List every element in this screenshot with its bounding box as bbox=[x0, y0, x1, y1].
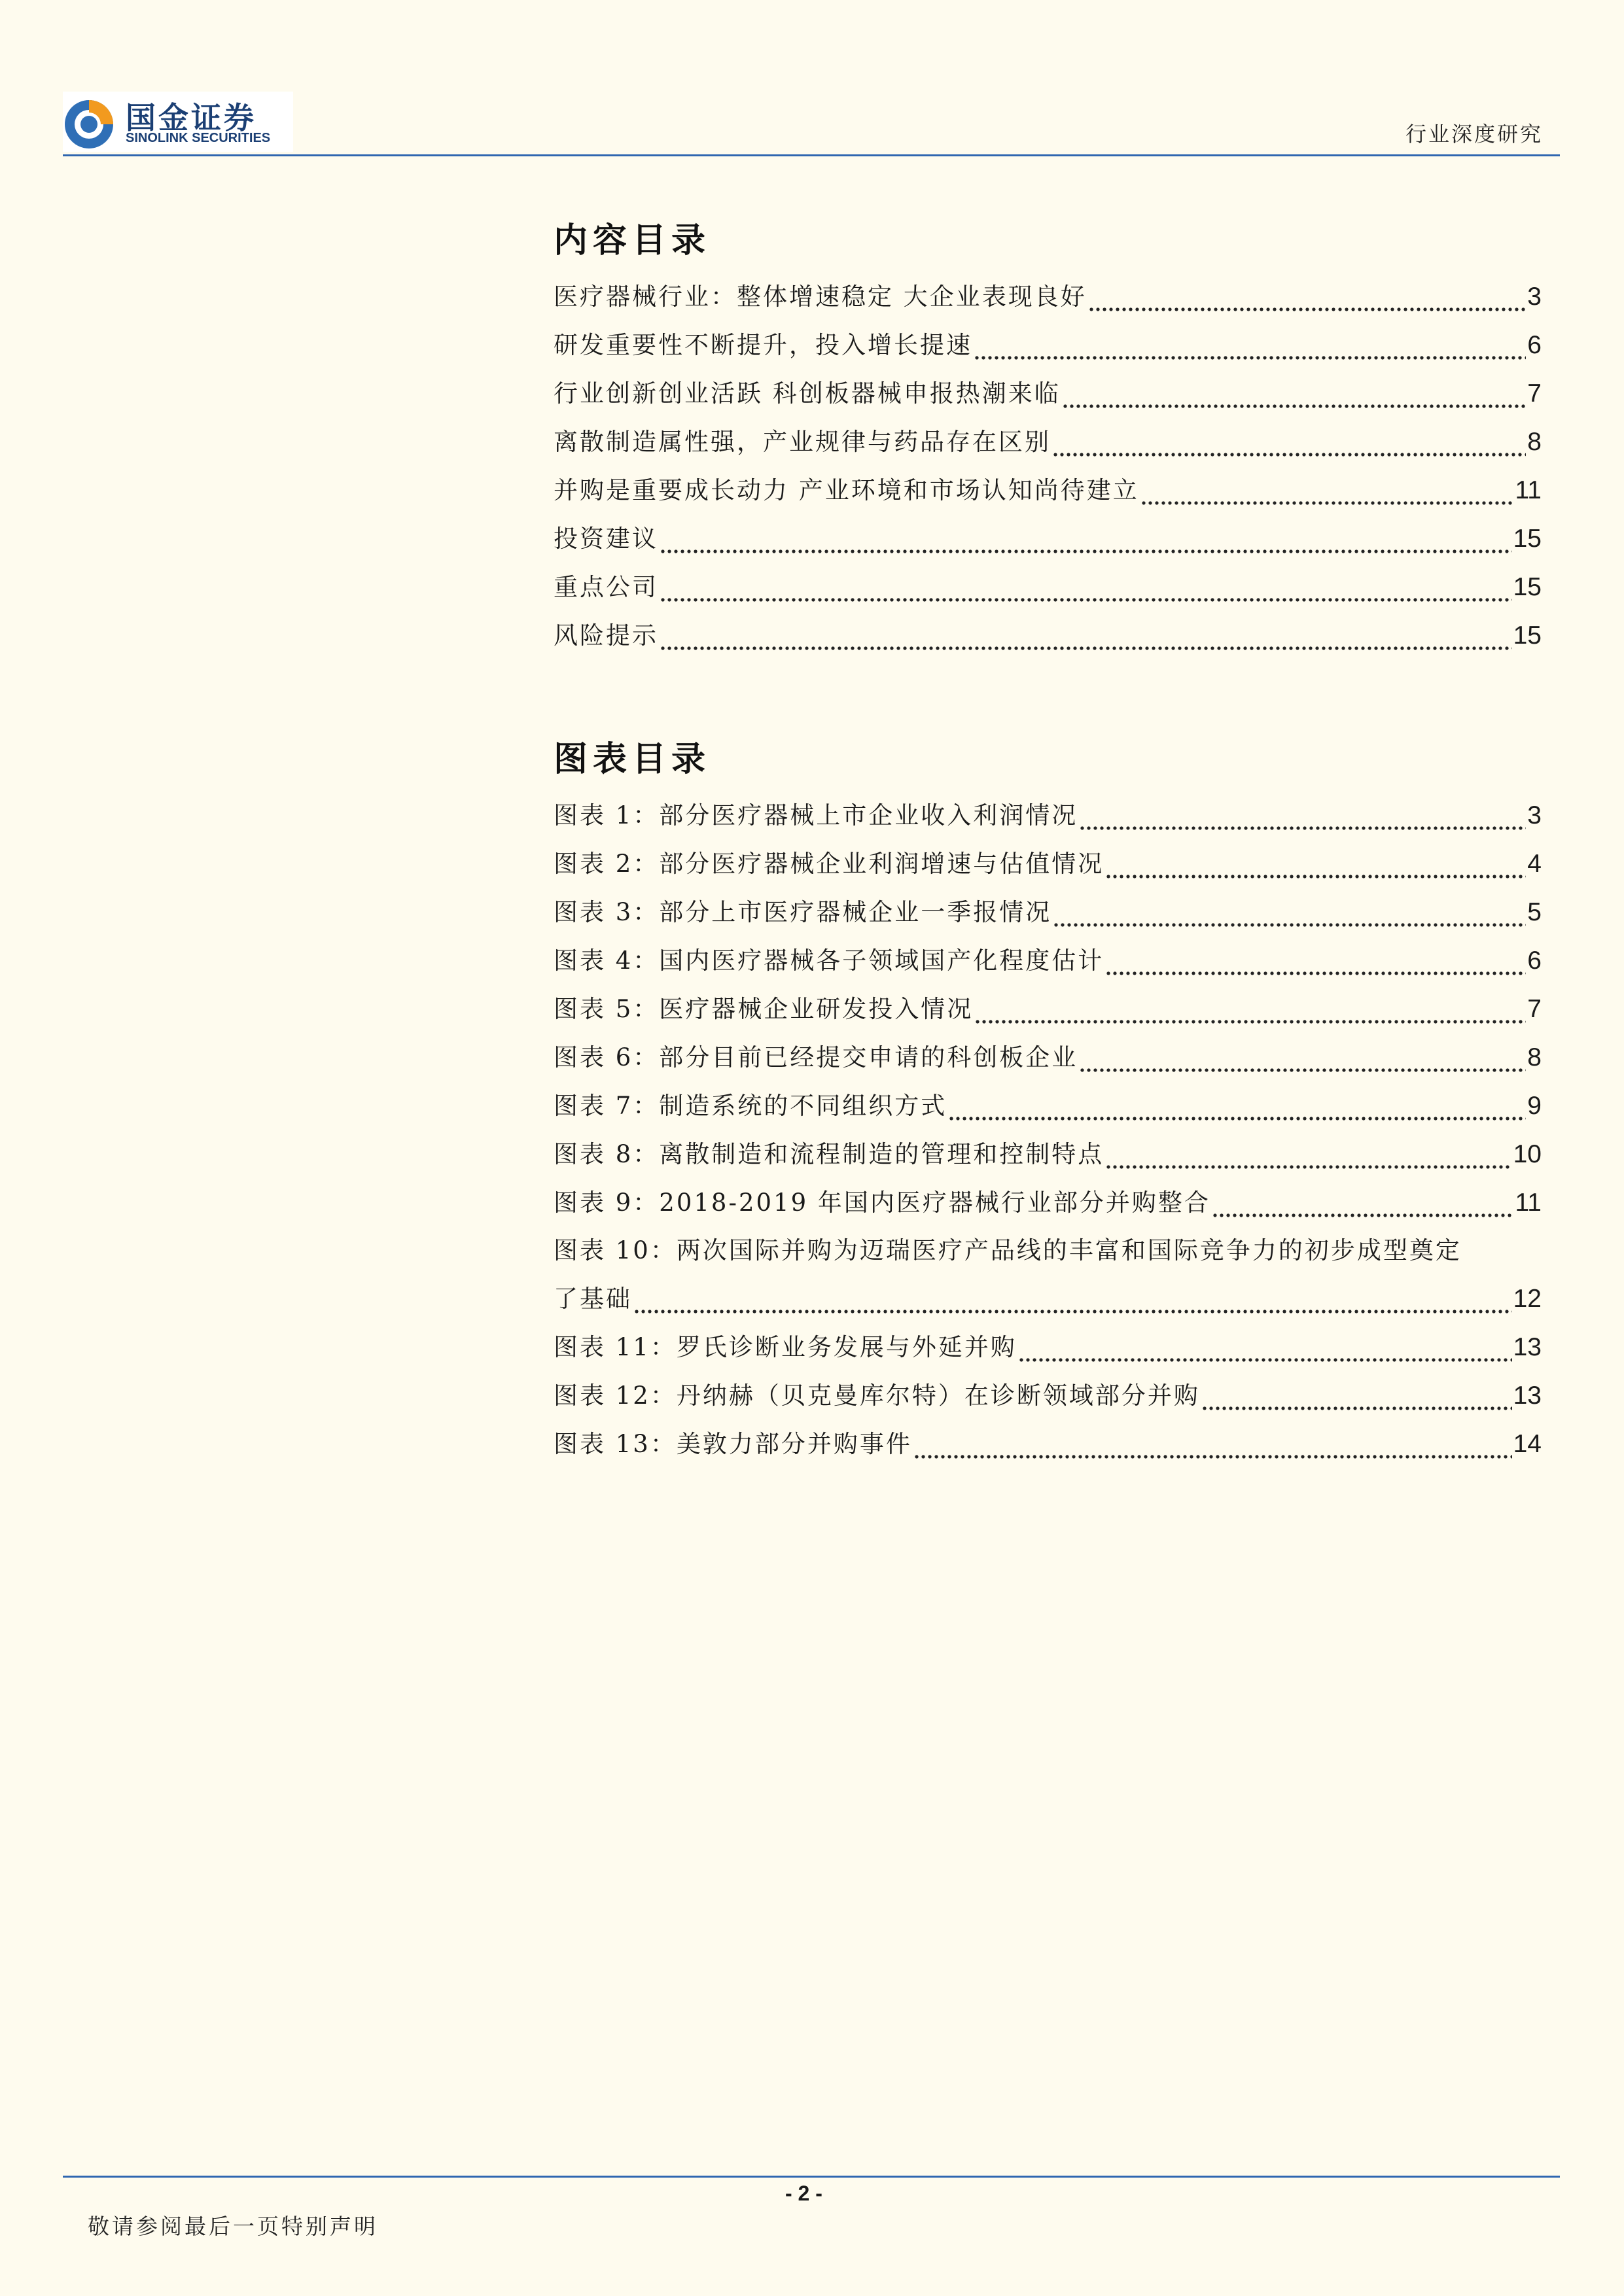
dot-leader bbox=[1212, 1190, 1514, 1219]
figure-entry-label: 图表 3：部分上市医疗器械企业一季报情况 bbox=[554, 898, 1052, 926]
figure-entry-label: 图表 2：部分医疗器械企业利润增速与估值情况 bbox=[554, 850, 1104, 878]
figure-entry[interactable] bbox=[554, 1283, 1542, 1315]
figure-entry-page: 7 bbox=[1527, 995, 1542, 1023]
figure-entry-page: 5 bbox=[1527, 898, 1542, 926]
figure-entry-label-continued: 了基础 bbox=[554, 1285, 632, 1313]
toc-entry-page: 6 bbox=[1527, 331, 1542, 359]
figure-entry-page: 13 bbox=[1513, 1333, 1542, 1361]
toc-entry[interactable] bbox=[554, 620, 1542, 652]
figure-entry-label-wrapped[interactable]: 图表 10：两次国际并购为迈瑞医疗产品线的丰富和国际竞争力的初步成型奠定 bbox=[554, 1236, 1462, 1264]
toc-entry-page: 15 bbox=[1513, 525, 1542, 553]
toc-entry-label: 行业创新创业活跃 科创板器械申报热潮来临 bbox=[554, 379, 1061, 408]
toc-entry[interactable] bbox=[554, 378, 1542, 409]
dot-leader bbox=[1105, 1141, 1511, 1170]
dot-leader bbox=[1079, 1045, 1526, 1073]
toc-entry-page: 15 bbox=[1513, 621, 1542, 650]
dot-leader bbox=[1018, 1334, 1512, 1363]
figure-entry[interactable] bbox=[554, 1139, 1542, 1170]
dot-leader bbox=[1088, 284, 1527, 313]
dot-leader bbox=[1052, 429, 1526, 458]
toc-entry-label: 重点公司 bbox=[554, 573, 658, 601]
dot-leader bbox=[948, 1093, 1526, 1122]
figure-entry[interactable] bbox=[554, 1380, 1542, 1412]
footer-disclaimer: 敬请参阅最后一页特别声明 bbox=[88, 2214, 378, 2239]
report-type: 行业深度研究 bbox=[1405, 122, 1543, 147]
dot-leader bbox=[1105, 851, 1526, 880]
figure-entry[interactable] bbox=[554, 800, 1542, 831]
dot-leader bbox=[660, 623, 1512, 652]
dot-leader bbox=[633, 1286, 1512, 1315]
page-header bbox=[63, 92, 1560, 157]
page-number: - 2 - bbox=[785, 2182, 822, 2205]
dot-leader bbox=[1201, 1383, 1512, 1412]
toc-entry[interactable] bbox=[554, 523, 1542, 555]
dot-leader bbox=[1062, 381, 1527, 409]
figure-entry-label: 图表 12：丹纳赫（贝克曼库尔特）在诊断领域部分并购 bbox=[554, 1382, 1200, 1410]
dot-leader bbox=[1105, 948, 1526, 977]
figure-entry[interactable] bbox=[554, 1187, 1542, 1219]
figure-entry-label: 图表 7：制造系统的不同组织方式 bbox=[554, 1092, 947, 1120]
figure-entry-label: 图表 11：罗氏诊断业务发展与外延并购 bbox=[554, 1333, 1017, 1361]
toc-entry-page: 11 bbox=[1515, 476, 1542, 504]
dot-leader bbox=[1053, 899, 1526, 928]
toc-title: 内容目录 bbox=[554, 221, 711, 260]
toc-entry-label: 医疗器械行业：整体增速稳定 大企业表现良好 bbox=[554, 283, 1087, 311]
logo-mark-icon bbox=[63, 98, 115, 150]
dot-leader bbox=[974, 332, 1526, 361]
figure-entry-page: 14 bbox=[1513, 1430, 1542, 1458]
dot-leader bbox=[660, 574, 1512, 603]
toc-entry[interactable] bbox=[554, 330, 1542, 361]
toc-entry[interactable] bbox=[554, 475, 1542, 506]
dot-leader bbox=[1079, 803, 1526, 831]
logo-english-name: SINOLINK SECURITIES bbox=[126, 131, 271, 145]
toc-entry-page: 3 bbox=[1527, 283, 1542, 311]
toc-entry-page: 7 bbox=[1527, 379, 1542, 408]
toc-entry-page: 15 bbox=[1513, 573, 1542, 601]
figure-entry-page: 13 bbox=[1513, 1382, 1542, 1410]
figure-entry-page: 4 bbox=[1527, 850, 1542, 878]
figure-entry-label: 图表 9：2018-2019 年国内医疗器械行业部分并购整合 bbox=[554, 1189, 1210, 1217]
company-logo bbox=[63, 92, 293, 152]
toc-entry-page: 8 bbox=[1527, 428, 1542, 456]
toc-entry-label: 并购是重要成长动力 产业环境和市场认知尚待建立 bbox=[554, 476, 1139, 504]
toc-entry-label: 风险提示 bbox=[554, 621, 658, 650]
toc-entry[interactable] bbox=[554, 572, 1542, 603]
figure-entry-page: 3 bbox=[1527, 801, 1542, 829]
toc-entry[interactable] bbox=[554, 281, 1542, 313]
logo-chinese-name: 国金证券 bbox=[126, 100, 256, 135]
toc-entry-label: 离散制造属性强，产业规律与药品存在区别 bbox=[554, 428, 1051, 456]
figure-entry[interactable] bbox=[554, 848, 1542, 880]
figure-entry-page: 8 bbox=[1527, 1043, 1542, 1071]
figure-entry-page: 6 bbox=[1527, 947, 1542, 975]
figure-entry[interactable] bbox=[554, 1429, 1542, 1460]
figure-entry-label: 图表 5：医疗器械企业研发投入情况 bbox=[554, 995, 974, 1023]
figure-entry-label: 图表 1：部分医疗器械上市企业收入利润情况 bbox=[554, 801, 1078, 829]
figure-entry-label: 图表 6：部分目前已经提交申请的科创板企业 bbox=[554, 1043, 1078, 1071]
toc-entry-label: 研发重要性不断提升，投入增长提速 bbox=[554, 331, 972, 359]
dot-leader bbox=[1140, 478, 1514, 506]
toc-entry[interactable] bbox=[554, 426, 1542, 458]
figure-entry[interactable] bbox=[554, 897, 1542, 928]
dot-leader bbox=[974, 996, 1526, 1025]
footer-divider bbox=[63, 2176, 1560, 2178]
figure-entry-label: 图表 13：美敦力部分并购事件 bbox=[554, 1430, 912, 1458]
header-divider bbox=[63, 154, 1560, 156]
figure-entry[interactable] bbox=[554, 1042, 1542, 1073]
figure-entry-label: 图表 8：离散制造和流程制造的管理和控制特点 bbox=[554, 1140, 1104, 1168]
dot-leader bbox=[660, 526, 1512, 555]
figure-entry[interactable] bbox=[554, 1332, 1542, 1363]
figure-entry[interactable] bbox=[554, 994, 1542, 1025]
dot-leader bbox=[913, 1431, 1512, 1460]
figure-entry-page: 9 bbox=[1527, 1092, 1542, 1120]
figure-entry[interactable] bbox=[554, 1090, 1542, 1122]
figure-entry-label: 图表 4：国内医疗器械各子领域国产化程度估计 bbox=[554, 947, 1104, 975]
figure-entry-page: 12 bbox=[1513, 1285, 1542, 1313]
figures-title: 图表目录 bbox=[554, 740, 711, 779]
toc-entry-label: 投资建议 bbox=[554, 525, 658, 553]
figure-entry[interactable] bbox=[554, 945, 1542, 977]
figure-entry-page: 10 bbox=[1513, 1140, 1542, 1168]
figure-entry-page: 11 bbox=[1515, 1189, 1542, 1217]
